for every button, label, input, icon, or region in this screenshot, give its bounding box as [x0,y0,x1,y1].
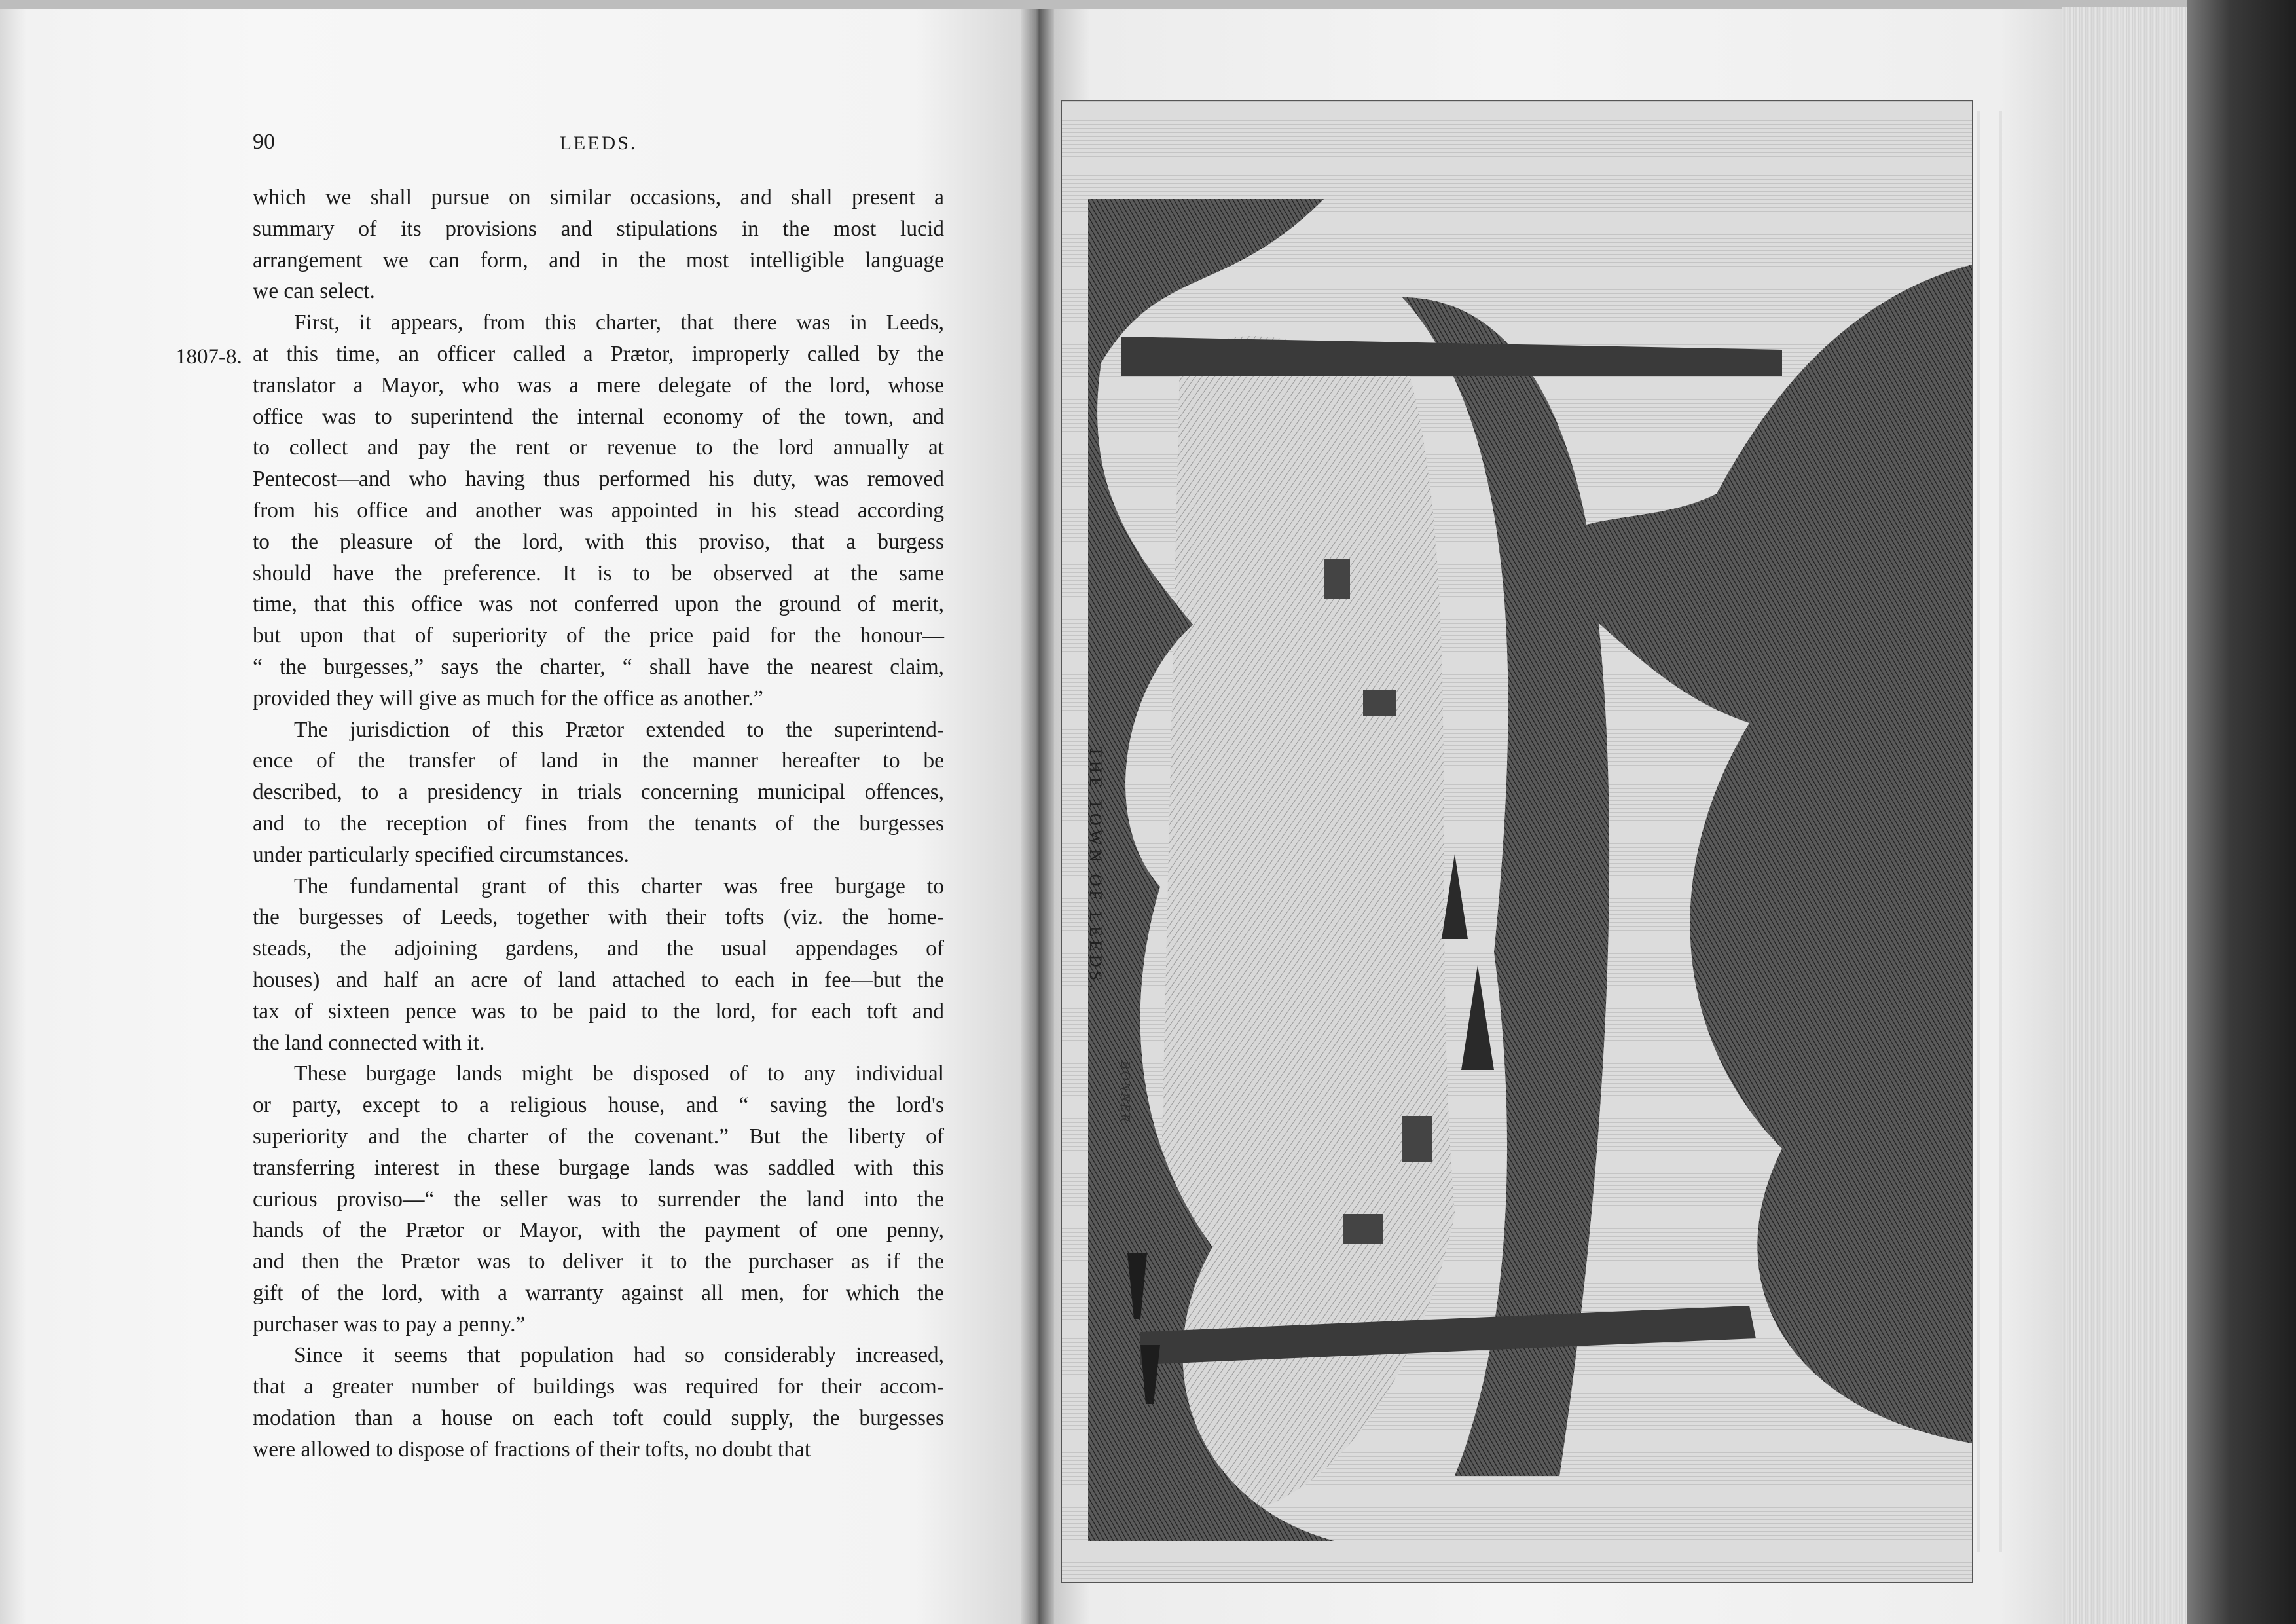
text-line: which we shall pursue on similar occasions, and shall present a [253,185,944,210]
text-line: and to the reception of fines from the tenants of the burgesses [253,811,944,836]
text-line: and then the Prætor was to deliver it to the purchaser as if the [253,1249,944,1274]
text-line: at this time, an officer called a Prætor, improperly called by the [253,341,944,366]
text-line: gift of the lord, with a warranty against all men, for which the [253,1280,944,1305]
text-line: superiority and the charter of the covenant.” But the liberty of [253,1124,944,1149]
text-line: transferring interest in these burgage lands was saddled with this [253,1155,944,1180]
text-line: curious proviso—“ the seller was to surrender the land into the [253,1187,944,1211]
page-edges [2062,7,2193,1624]
text-line: These burgage lands might be disposed of to any individual [294,1061,944,1086]
text-line: houses) and half an acre of land attached to each in fee—but the [253,967,944,992]
text-line: that a greater number of buildings was required for their accom- [253,1375,944,1399]
text-line: described, to a presidency in trials concerning municipal offences, [253,780,944,805]
text-line: but upon that of superiority of the price paid for the honour— [253,623,944,648]
text-line: office was to superintend the internal economy of the town, and [253,404,944,429]
text-line: were allowed to dispose of fractions of their tofts, no doubt that [253,1437,811,1462]
running-title: LEEDS. [559,132,638,154]
page-number: 90 [253,130,275,154]
text-line: or party, except to a religious house, and “ saving the lord's [253,1093,944,1118]
text-line: purchaser was to pay a penny.” [253,1312,526,1337]
text-line: translator a Mayor, who was a mere delegate of the lord, whose [253,373,944,397]
body-text [253,182,944,1466]
text-line: from his office and another was appointed in his stead according [253,498,944,523]
text-line: ence of the transfer of land in the manner hereafter to be [253,748,944,773]
text-line: The jurisdiction of this Prætor extended to the superintend- [294,717,944,742]
text-line: to the pleasure of the lord, with this proviso, that a burgess [253,529,944,554]
text-line: The fundamental grant of this charter was free burgage to [294,874,944,898]
text-line: the land connected with it. [253,1030,485,1055]
margin-date: 1807-8. [175,345,242,369]
text-line: “ the burgesses,” says the charter, “ shall have the nearest claim, [253,654,944,679]
text-line: the burgesses of Leeds, together with their tofts (viz. the home- [253,905,944,930]
text-line: to collect and pay the rent or revenue to the lord annually at [253,435,944,460]
text-line: under particularly specified circumstances. [253,842,629,867]
text-line: should have the preference. It is to be observed at the same [253,561,944,585]
book-cover-board [2187,0,2296,1624]
text-line: Since it seems that population had so considerably increased, [294,1343,944,1368]
engraver-signature: BONNER [1118,1061,1133,1124]
text-line: we can select. [253,279,375,304]
running-head [253,130,944,156]
text-line: provided they will give as much for the office as another.” [253,686,763,710]
text-line: modation than a house on each toft could supply, the burgesses [253,1406,944,1431]
text-line: Pentecost—and who having thus performed his duty, was removed [253,467,944,492]
book-gutter [1021,9,1054,1624]
engraved-landscape-illustration-icon [1062,101,1972,1582]
text-line: time, that this office was not conferred upon the ground of merit, [253,592,944,617]
engraving-caption: THE TOWN OF LEEDS. [1086,747,1105,993]
text-line: tax of sixteen pence was to be paid to the lord, for each toft and [253,999,944,1024]
text-line: arrangement we can form, and in the most intelligible language [253,248,944,272]
text-line: summary of its provisions and stipulations in the most lucid [253,216,944,241]
text-line: hands of the Prætor or Mayor, with the payment of one penny, [253,1218,944,1243]
text-line: First, it appears, from this charter, that there was in Leeds, [294,310,944,335]
engraving-illustration [1061,100,1973,1583]
text-line: steads, the adjoining gardens, and the usual appendages of [253,936,944,961]
